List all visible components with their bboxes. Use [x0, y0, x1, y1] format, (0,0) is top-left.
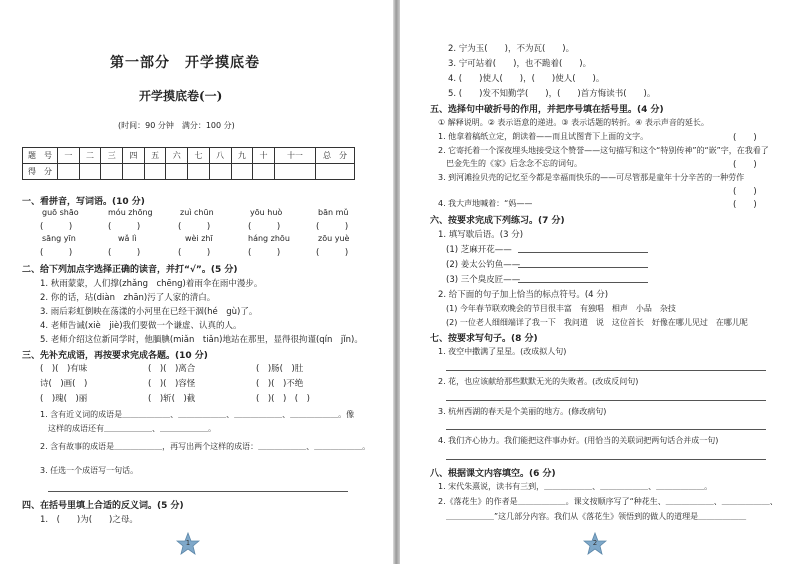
- score-input-cell[interactable]: [79, 164, 101, 180]
- question-item: 巴金先生的《家》后念念不忘的词句。: [446, 159, 582, 168]
- question-item: 2. 它寄托着一个深夜埋头地接受这个赞誉——这句描写和这个“特别传神”的“嵌”字，在我看了: [438, 146, 769, 155]
- question-item: 3. 杭州西湖的春天是个美丽的地方。(修改病句): [438, 407, 607, 416]
- score-input-cell[interactable]: [101, 164, 123, 180]
- question-item: 1. 秋雨蒙蒙，人们撑(zhǎng chēng)着雨伞在雨中漫步。: [40, 279, 263, 289]
- score-input-cell[interactable]: [144, 164, 166, 180]
- score-cell: 总 分: [316, 148, 355, 164]
- answer-line[interactable]: [518, 252, 648, 253]
- answer-line[interactable]: [518, 282, 648, 283]
- pinyin: wèi zhī: [185, 234, 213, 243]
- section-8-heading: 八、根据课文内容填空。(6 分): [430, 469, 556, 479]
- score-cell: 八: [209, 148, 231, 164]
- section-6-heading: 六、按要求完成下列练习。(7 分): [430, 216, 565, 226]
- answer-bracket[interactable]: ( ): [733, 187, 757, 197]
- score-cell: 二: [79, 148, 101, 164]
- options-text: ① 解释说明。② 表示语意的递进。③ 表示话题的转折。④ 表示声音的延长。: [438, 118, 709, 127]
- right-page: [400, 0, 790, 564]
- pinyin: bān mǔ: [318, 208, 349, 217]
- section-2-heading: 二、给下列加点字选择正确的读音，并打“√”。(5 分): [22, 265, 238, 275]
- idiom-cell[interactable]: ( )( )不绝: [256, 379, 304, 389]
- question-item: 4. 我大声地喊着：“妈——: [438, 199, 533, 208]
- answer-line[interactable]: [446, 429, 766, 430]
- score-input-cell[interactable]: [188, 164, 210, 180]
- answer-bracket[interactable]: ( ): [733, 133, 757, 143]
- question-item: 4. ( )使人( )，( )使人( )。: [448, 74, 605, 84]
- answer-box[interactable]: ( ): [248, 248, 281, 258]
- pinyin: wǎ lì: [118, 234, 137, 243]
- question-item: 1. 填写歇后语。(3 分): [438, 230, 524, 240]
- section-3-heading: 三、先补充成语，再按要求完成各题。(10 分): [22, 351, 208, 361]
- idiom-cell[interactable]: ( )( ) ( ): [256, 394, 310, 404]
- part-title: 第一部分 开学摸底卷: [110, 55, 260, 71]
- question-item: (1) 芝麻开花——: [446, 245, 512, 255]
- score-cell: 得 分: [23, 164, 58, 180]
- question-item: (2) 姜太公钓鱼——: [446, 260, 521, 270]
- time-info: (时间：90 分钟 满分：100 分): [118, 121, 235, 130]
- question-item: 1. 夜空中撒满了星星。(改成拟人句): [438, 347, 567, 356]
- pinyin: guō shāo: [42, 208, 79, 217]
- question-item: (1) 今年春节联欢晚会的节目很丰富 有独唱 相声 小品 杂技: [446, 304, 676, 313]
- score-input-cell[interactable]: [316, 164, 355, 180]
- idiom-cell[interactable]: ( )( )容怪: [148, 379, 196, 389]
- question-item: 这样的成语还有＿＿＿＿＿＿、＿＿＿＿＿＿。: [48, 424, 216, 433]
- answer-bracket[interactable]: ( ): [733, 160, 757, 170]
- score-input-cell[interactable]: [231, 164, 253, 180]
- book-spine: [393, 0, 400, 564]
- pinyin: sāng yīn: [42, 234, 76, 243]
- question-item: 3. 雨后彩虹倒映在荡漾的小河里在已经干涸(hé gù)了。: [40, 307, 258, 317]
- score-cell: 七: [188, 148, 210, 164]
- question-item: 1. 宋代朱熹说，读书有三到，＿＿＿＿＿＿、＿＿＿＿＿＿、＿＿＿＿＿＿。: [438, 482, 713, 491]
- question-item: (2) 一位老人细细端详了我一下 我问道 说 这位首长 好像在哪儿见过 在哪儿呢: [446, 318, 748, 327]
- score-cell: 九: [231, 148, 253, 164]
- score-cell: 三: [101, 148, 123, 164]
- answer-box[interactable]: ( ): [316, 222, 349, 232]
- score-cell: 十: [253, 148, 275, 164]
- section-7-heading: 七、按要求写句子。(8 分): [430, 334, 538, 344]
- idiom-cell[interactable]: ( )肠( )肚: [256, 364, 304, 374]
- answer-line[interactable]: [48, 491, 348, 492]
- idiom-cell[interactable]: ( )( )离合: [148, 364, 196, 374]
- question-item: 2. 给下面的句子加上恰当的标点符号。(4 分): [438, 290, 609, 300]
- question-item: 1. ( )为( )之母。: [40, 515, 138, 525]
- answer-bracket[interactable]: ( ): [733, 200, 757, 210]
- question-item: 2.《落花生》的作者是＿＿＿＿＿＿。课文按顺序写了“种花生、＿＿＿＿＿＿、＿＿＿＿＿＿、: [438, 497, 778, 506]
- question-item: 2. 宁为玉( )，不为瓦( )。: [448, 44, 575, 54]
- idiom-cell[interactable]: ( )( )有味: [40, 364, 88, 374]
- score-input-cell[interactable]: [166, 164, 188, 180]
- score-input-cell[interactable]: [123, 164, 145, 180]
- section-4-heading: 四、在括号里填上合适的反义词。(5 分): [22, 501, 184, 511]
- page-number: 1: [185, 539, 191, 547]
- question-item: ＿＿＿＿＿＿”这几部分内容。我们从《落花生》领悟到的做人的道理是＿＿＿＿＿＿: [446, 512, 747, 521]
- score-cell: 六: [166, 148, 188, 164]
- score-cell: 一: [58, 148, 80, 164]
- question-item: 3. 宁可站着( )，也不跪着( )。: [448, 59, 592, 69]
- score-cell: 十一: [274, 148, 315, 164]
- answer-box[interactable]: ( ): [108, 222, 141, 232]
- answer-box[interactable]: ( ): [108, 248, 141, 258]
- answer-box[interactable]: ( ): [40, 248, 73, 258]
- answer-line[interactable]: [446, 370, 766, 371]
- score-cell: 题 号: [23, 148, 58, 164]
- question-item: (3) 三个臭皮匠——: [446, 275, 521, 285]
- score-input-cell[interactable]: [209, 164, 231, 180]
- question-item: 1. 他拿着稿纸立定，朗读着——而且试图背下上面的文字。: [438, 132, 649, 141]
- exam-subtitle: 开学摸底卷(一): [139, 89, 223, 103]
- question-item: 3. 到河滩捡贝壳的记忆至今都是幸福而快乐的——可尽管那是童年十分辛苦的一种劳作: [438, 173, 745, 182]
- question-item: 2. 含有故事的成语是＿＿＿＿＿＿，再写出两个这样的成语：＿＿＿＿＿＿、＿＿＿＿＿＿。: [40, 442, 371, 451]
- answer-box[interactable]: ( ): [248, 222, 281, 232]
- question-item: 4. 老师告诫(xiè jiè)我们要做一个谦虚、认真的人。: [40, 321, 242, 331]
- answer-line[interactable]: [446, 400, 766, 401]
- score-input-cell[interactable]: [253, 164, 275, 180]
- section-1-heading: 一、看拼音，写词语。(10 分): [22, 197, 145, 207]
- question-item: 1. 含有近义词的成语是＿＿＿＿＿＿、＿＿＿＿＿＿、＿＿＿＿＿＿、＿＿＿＿＿＿。像: [40, 410, 355, 419]
- idiom-cell[interactable]: ( )斩( )截: [148, 394, 196, 404]
- idiom-cell[interactable]: ( )瑰( )丽: [40, 394, 88, 404]
- question-item: 3. 任选一个成语写一句话。: [40, 466, 139, 475]
- answer-box[interactable]: ( ): [178, 248, 211, 258]
- question-item: 2. 花，也应该献给那些默默无光的失败者。(改成反问句): [438, 377, 639, 386]
- answer-box[interactable]: ( ): [178, 222, 211, 232]
- pinyin: móu zhōng: [108, 208, 153, 217]
- question-item: 5. 老师介绍这位新同学时，他腼腆(miǎn tiǎn)地站在那里，显得很拘谨(qín jǐn)。: [40, 335, 363, 345]
- pinyin: háng zhōu: [248, 234, 290, 243]
- page-number-badge: [583, 532, 607, 556]
- answer-line[interactable]: [518, 267, 648, 268]
- score-table-header-row: [23, 148, 355, 164]
- idiom-cell[interactable]: 诗( )画( ): [40, 379, 88, 389]
- question-item: 2. 你的话，玷(diàn zhān)污了人家的清白。: [40, 293, 216, 303]
- pinyin: zuì chūn: [180, 208, 214, 217]
- score-cell: 五: [144, 148, 166, 164]
- section-5-heading: 五、选择句中破折号的作用，并把序号填在括号里。(4 分): [430, 105, 664, 115]
- page-number-badge: [176, 532, 200, 556]
- score-table-score-row: [23, 164, 355, 180]
- pinyin: zōu yuè: [318, 234, 350, 243]
- score-cell: 四: [123, 148, 145, 164]
- score-input-cell[interactable]: [58, 164, 80, 180]
- page-number: 2: [592, 539, 598, 547]
- question-item: 5. ( )发不知勤学( )，( )首方悔读书( )。: [448, 89, 656, 99]
- score-table: [22, 147, 355, 180]
- pinyin: yōu huò: [250, 208, 283, 217]
- question-item: 4. 我们齐心协力。我们能把这件事办好。(用恰当的关联词把两句话合并成一句): [438, 436, 719, 445]
- left-page: [0, 0, 393, 564]
- answer-line[interactable]: [446, 459, 766, 460]
- answer-box[interactable]: ( ): [40, 222, 73, 232]
- answer-box[interactable]: ( ): [316, 248, 349, 258]
- score-input-cell[interactable]: [274, 164, 315, 180]
